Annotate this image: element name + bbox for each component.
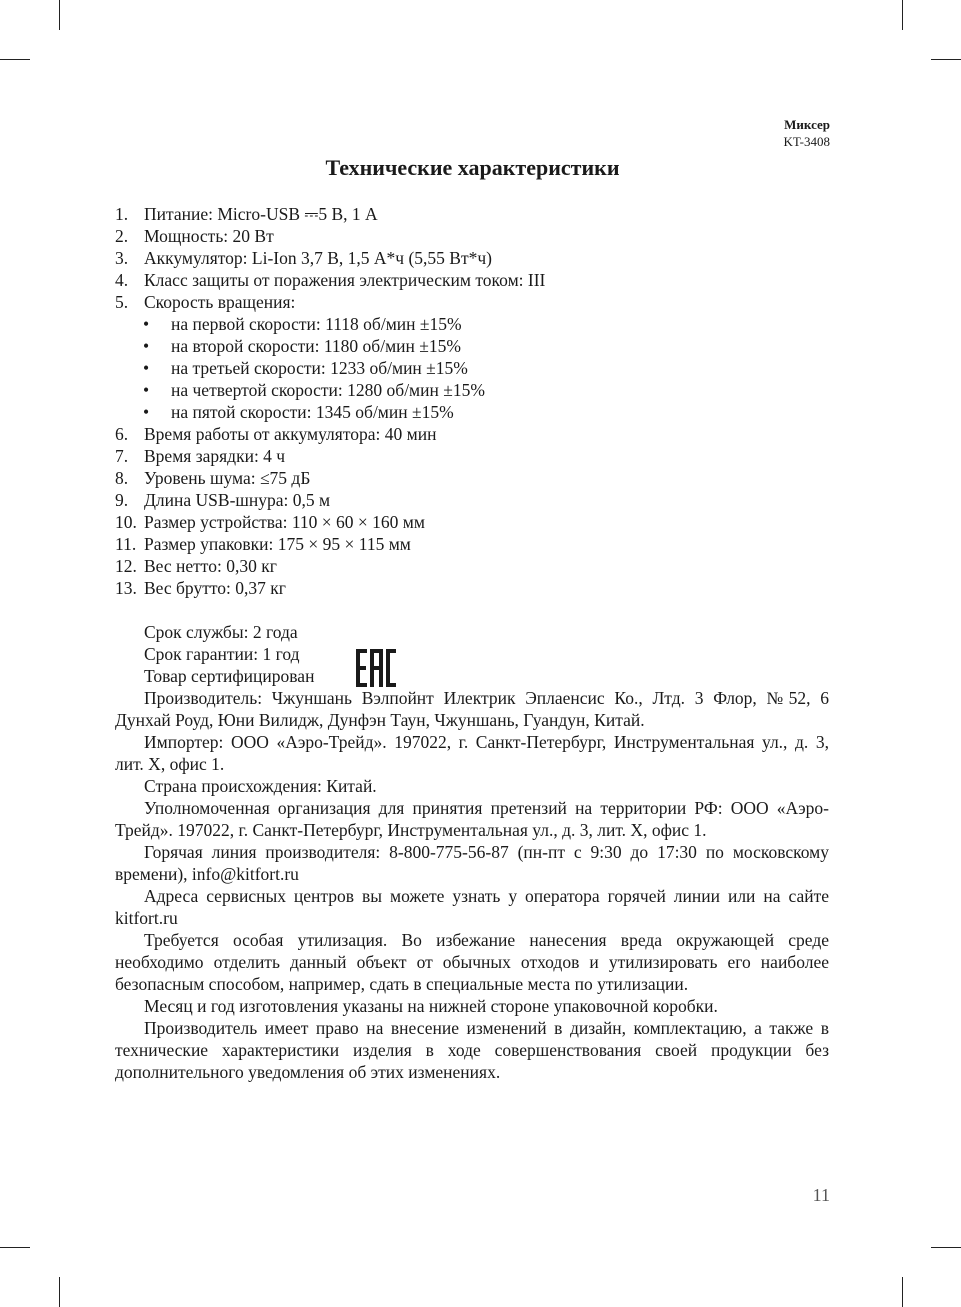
spec-item bbox=[115, 467, 829, 489]
crop-mark bbox=[0, 1247, 30, 1248]
spec-text: Аккумулятор: Li-Ion 3,7 В, 1,5 А*ч (5,55 Вт*ч) bbox=[144, 248, 493, 268]
spec-item bbox=[115, 269, 829, 291]
hotline-paragraph: Горячая линия производителя: 8-800-775-56-87 (пн-пт с 9:30 до 17:30 по московскому времени), info@kitfort.ru bbox=[115, 842, 829, 884]
spec-item bbox=[115, 511, 829, 533]
spec-number: 1. bbox=[115, 204, 129, 224]
speed-text: на второй скорости: 1180 об/мин ±15% bbox=[171, 336, 461, 356]
spec-text: Размер устройства: 110 × 60 × 160 мм bbox=[144, 512, 425, 532]
bullet: • bbox=[143, 336, 150, 356]
service-life: Срок службы: 2 года bbox=[144, 622, 298, 642]
eac-logo-icon bbox=[355, 648, 397, 688]
spec-number: 8. bbox=[115, 468, 129, 488]
crop-mark bbox=[902, 0, 903, 30]
spec-item bbox=[115, 291, 829, 313]
speed-item bbox=[115, 401, 829, 423]
spec-text: Время работы от аккумулятора: 40 мин bbox=[144, 424, 437, 444]
spec-text: Размер упаковки: 175 × 95 × 115 мм bbox=[144, 534, 411, 554]
speed-item bbox=[115, 379, 829, 401]
speed-text: на четвертой скорости: 1280 об/мин ±15% bbox=[171, 380, 485, 400]
crop-mark bbox=[902, 1277, 903, 1307]
spec-text: Время зарядки: 4 ч bbox=[144, 446, 286, 466]
claims-paragraph: Уполномоченная организация для принятия претензий на территории РФ: ООО «Аэро-Трейд». 197022, г. Санкт-Петербург, Инструментальная ул., д. 3, лит. Х, офис 1. bbox=[115, 798, 829, 840]
bullet: • bbox=[143, 358, 150, 378]
spec-text: Длина USB-шнура: 0,5 м bbox=[144, 490, 331, 510]
spec-number: 13. bbox=[115, 578, 137, 598]
importer-paragraph: Импортер: ООО «Аэро-Трейд». 197022, г. Санкт-Петербург, Инструментальная ул., д. 3, лит. Х, офис 1. bbox=[115, 732, 829, 774]
spec-text: Вес брутто: 0,37 кг bbox=[144, 578, 286, 598]
crop-mark bbox=[931, 1247, 961, 1248]
spec-item bbox=[115, 533, 829, 555]
spec-item bbox=[115, 577, 829, 599]
speed-item bbox=[115, 313, 829, 335]
service-centers-paragraph: Адреса сервисных центров вы можете узнать у оператора горячей линии или на сайте kitfort.ru bbox=[115, 886, 829, 928]
manufacture-date-paragraph: Месяц и год изготовления указаны на нижней стороне упаковочной коробки. bbox=[144, 996, 718, 1016]
warranty: Срок гарантии: 1 год bbox=[144, 644, 300, 664]
spec-text: Мощность: 20 Вт bbox=[144, 226, 274, 246]
disposal-paragraph: Требуется особая утилизация. Во избежание нанесения вреда окружающей среде необходимо отделить данный объект от обычных отходов и утилизировать его наиболее безопасным способом, например, сдать в специальные места по утилизации. bbox=[115, 930, 829, 994]
bullet: • bbox=[143, 402, 150, 422]
bullet: • bbox=[143, 314, 150, 334]
spec-text: Класс защиты от поражения электрическим током: III bbox=[144, 270, 546, 290]
spacer bbox=[115, 599, 829, 621]
spec-number: 9. bbox=[115, 490, 129, 510]
page-number: 11 bbox=[812, 1185, 830, 1205]
document-body bbox=[115, 203, 829, 1083]
speed-text: на третьей скорости: 1233 об/мин ±15% bbox=[171, 358, 468, 378]
spec-number: 3. bbox=[115, 248, 129, 268]
origin-paragraph: Страна происхождения: Китай. bbox=[144, 776, 377, 796]
spec-number: 4. bbox=[115, 270, 129, 290]
spec-item bbox=[115, 423, 829, 445]
spec-list bbox=[115, 203, 829, 599]
spec-number: 2. bbox=[115, 226, 129, 246]
spec-text: Вес нетто: 0,30 кг bbox=[144, 556, 277, 576]
spec-item bbox=[115, 445, 829, 467]
spec-text: Уровень шума: ≤75 дБ bbox=[144, 468, 311, 488]
spec-number: 7. bbox=[115, 446, 129, 466]
spec-item bbox=[115, 203, 829, 225]
speed-list bbox=[115, 313, 829, 423]
spec-number: 11. bbox=[115, 534, 137, 554]
speed-text: на первой скорости: 1118 об/мин ±15% bbox=[171, 314, 462, 334]
spec-number: 12. bbox=[115, 556, 137, 576]
speed-item bbox=[115, 357, 829, 379]
spec-number: 10. bbox=[115, 512, 137, 532]
manufacturer-paragraph: Производитель: Чжуншань Вэлпойнт Илектрик Эплаенсис Ко., Лтд. 3 Флор, №52, 6 Дунхай Роуд, Юни Вилидж, Дунфэн Таун, Чжуншань, Гуандун, Китай. bbox=[115, 688, 829, 730]
crop-mark bbox=[59, 1277, 60, 1307]
certified-text: Товар сертифицирован bbox=[144, 666, 315, 686]
model-number: KT-3408 bbox=[783, 134, 830, 149]
page-title: Технические характеристики bbox=[325, 155, 620, 180]
speed-text: на пятой скорости: 1345 об/мин ±15% bbox=[171, 402, 454, 422]
speed-item bbox=[115, 335, 829, 357]
spec-item bbox=[115, 247, 829, 269]
bullet: • bbox=[143, 380, 150, 400]
certification-block bbox=[115, 621, 829, 687]
product-name: Миксер bbox=[784, 117, 830, 132]
crop-mark bbox=[59, 0, 60, 30]
spec-text: Скорость вращения: bbox=[144, 292, 296, 312]
spec-text: Питание: Micro-USB ⎓5 В, 1 А bbox=[144, 204, 378, 224]
page-header bbox=[784, 116, 830, 150]
spec-item bbox=[115, 225, 829, 247]
spec-number: 5. bbox=[115, 292, 129, 312]
spec-item bbox=[115, 489, 829, 511]
spec-item bbox=[115, 555, 829, 577]
spec-number: 6. bbox=[115, 424, 129, 444]
crop-mark bbox=[931, 59, 961, 60]
crop-mark bbox=[0, 59, 30, 60]
changes-paragraph: Производитель имеет право на внесение изменений в дизайн, комплектацию, а также в технические характеристики изделия в ходе совершенствования своей продукции без дополнительного уведомления об этих изменениях. bbox=[115, 1018, 829, 1082]
